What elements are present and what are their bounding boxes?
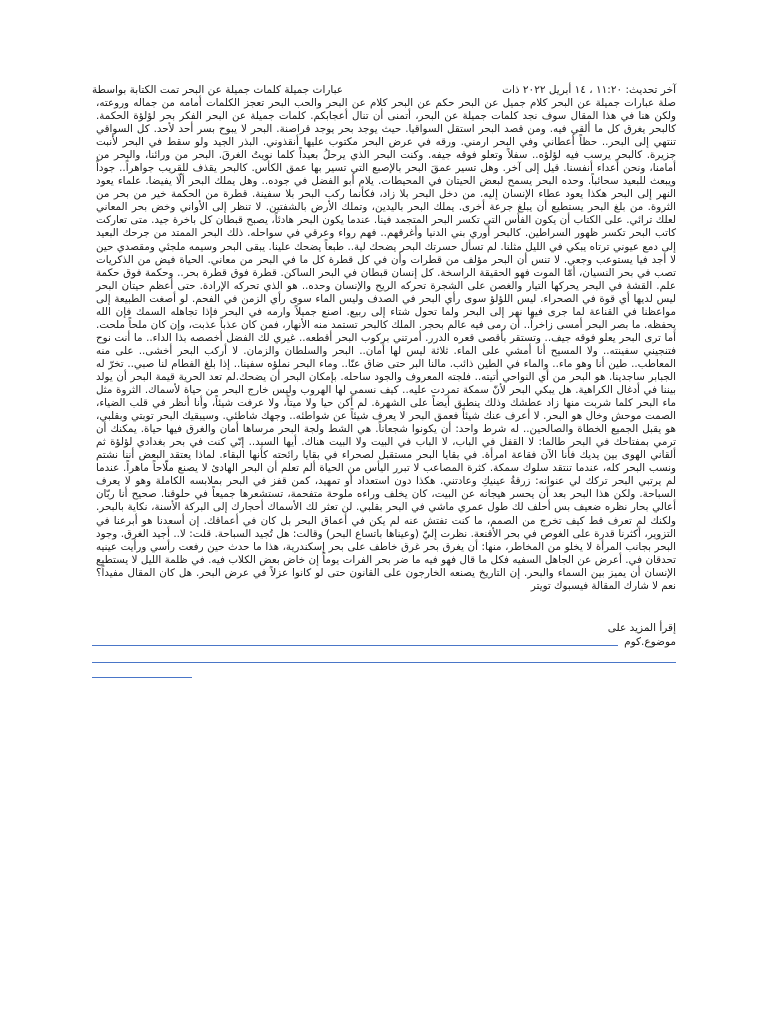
source-site-link[interactable]: موضوع.كوم	[624, 635, 676, 648]
last-updated: آخر تحديث: ١١:٢٠ ، ١٤ أبريل ٢٠٢٢ ذات	[502, 84, 676, 96]
document-page	[92, 84, 676, 678]
read-more-link-row[interactable]	[92, 635, 676, 649]
divider-line	[92, 662, 676, 663]
article-title: عبارات جميلة كلمات جميلة عن البحر تمت الكتابة بواسطة	[92, 84, 344, 96]
article-body: صلة عبارات جميلة عن البحر كلام جميل عن البحر حكم عن البحر كلام عن البحر والحب البحر تعجز الكلمات أمامه من جماله وروعته، ولكن هنا في هذا المقال سوف نجد كلمات جميلة عن البحر، أتمنى أن تنال أعجابكم. كلمات جميلة عن البحر الفكر بحر لؤلؤة الحكمة. كالبحر يغرق كل ما ألقي فيه. ومن قصد البحر استقل السواقيا. حيث يوجد بحر يوجد قراصنة. البحر لا يبوح بسر أحد لأحد. كل السواقي تنتهي إلى البحر.. حظاً أعطاني وفي البحر ارمني. ورقه في عرض البحر مكتوب عليها أنقذوني. البذر الجيد ولو سقط في البحر لأنبت جزيرة. كالبحر يرسب فيه لؤلؤه.. سفلاً وتعلو فوقه جيفه. وكنت البحر الذي يرحلُ بعيداً كلما نويتُ الغرقَ. البحر من ورائنا، والبحر من أمامنا، ونحن أعداء أنفسنا. قيل إلى آخر. وهل تسير عمقَ البحر بالإصبع التي تسير بها عمق الكأس. كالبحر يقذف للقريب جواهراً.. جوداً ويبعث للبعيد سحائباً. وحده البحر يسمح لبعض الحيتان في المحيطات. يلام أبو الفضل في جوده.. وهل يملك البحر ألّا يفيضا. علماء يعود النهر إلى البحر هكذا يعود عطاء الإنسان إليه. من دخل البحر بلا زاد، فكأنما ركب البحر بلا سفينة. قطرة من الحكمة خير من بحر من الثروة. من بلغ البحر يستطيع أن يبلغ جرعة أخرى. يملك البحر باليدين، وتملك الأرض بالشفتين. لا تنظر إلى الأواني وخض بحر المعاني لعلك ترائي. على الكتاب أن يكون الفأس التي تكسر البحر المتجمد فينا. عندما يكون البحر هادئاً، يصبح قبطان كل باخرة جيد. متى تعاركت كاتب البحر تكسر ظهور السراطين. كالبحر أوري بني الدنيا وأغرقهم.. فهم رواء وعرقي في سواحله. ذلك البحر الممتد من جرحك البعيد إلى دمع عيوني ترتاه يبكي في الليل مثلنا. لم تسأل حسرتك البحر يضحك لية.. طبعاً يضحك علينا. يبقى البحر وسيمه ملجئي ومقصدي حين لا أجد فيا يستوعب وجعي. لا تنس أن البحر مؤلف من قطرات وأن في كل قطرة كل ما في البحر من معاني. الحياة فيض من الذكريات تصب في بحر النسيان، أمّا الموت فهو الحقيقة الراسخة. كل إنسان قبطان في البحر الساكن. قطرة فوق قطرة بحر.. وحكمة فوق حكمة علم. القشة في البحر يحركها التيار والغصن على الشجرة تحركه الريح والإنسان وحده.. هو الذي تحركه الإرادة. حتى أعظم حيتان البحر ليس لديها أي قوة في الصحراء. ليس اللؤلؤ سوى رأي البحر في الصدف وليس الماء سوى رأي الزمن في الفحم. لو أصغت الطبيعة إلى مواعظنا في القناعة لما جرى فيها نهر إلى البحر ولما تحول شتاء إلى ربيع. اصنع جميلاً وارمه في البحر فإذا تجاهله السمك فإن الله يحفظه. ما بصر البحر أمسى زاخراً.. أن رمى فيه عالم بحجر. الملك كالبحر تستمد منه الأنهار، فمن كان عذباً عذبت، وإن كان ملحاً ملحت. أما ترى البحر يعلو فوقه جيف.. وتستقر بأقصى قعره الدرر. أمرتني بركوب البحر أقطعه.. غيري لك الفضل أخصصه بذا الداء.. ما أنت نوح فتنجيني سفينته.. ولا المسيح أنا أمشي على الماء. ثلاثة ليس لها أمان.. البحر والسلطان والزمان. لا أركب البحر أخشى.. على منه المعاطب.. طين أنا وهو ماء.. والماء في الطين ذائب. مالنا البر حتى ضاق عنّا.. وماء البحر نملؤه سفينا.. إذا بلغ الفطام لنا صبي.. تخرّ له الجبابر ساجدينا. هو البحر من أي النواحي أتيته.. فلجته المعروف والجود ساحله. بإمكان البحر أن يضحك.لم تعد الحرية قيمة البحر أن يولد بيننا في أدغال الكراهية. هل يبكي البحر لأنّ سمكة تمردت عليه.. كيف نسمي لها الهروب وليس خارج البحر من حياة لأسماك. الثروة مثل ماء البحر كلما شربت منها زاد عطشك وذلك ينطبق أيضاً على الشهرة. لم أكن حيا ولا ميتاً، ولا عرفت شيئاً، وأنا أنظر في قلب الضياء، الصمت موحش وخال هو البحر. لا أعرف عنك شيئاً فعمق البحر لا يعرف شيئاً عن شواطئه.. وجهك شاطئي. وسيبقيك البحر توبتي وبقلبي، هو يقبل الجميع الخطاة والصالحين.. له شرط واحد: أن يكونوا شجعاناً. هي الشط ولجة البحر مرساها أمان والغرق فيها حياة. يمكنك أن ترمي بمفتاحك في البحر طالما: لا القفل في الباب، لا الباب في البيت ولا البيت هناك. أيها السيد.. إنّي كنت في بحر بغدادي لؤلؤة ثم ألقاني الهوى بين يديك فأنا الآن فقاعة امرأة. في بقايا البحر مستقبل لصحراء في بقايا رائحته كأنها البقاء. لماذا يعتقد البعض أننا نشتم ونسب البحر كله، عندما تنتقد سلوك سمكة. كثرة المصاعب لا تبرر اليأس من الحياة ألم تعلم أن البحر الهادئ لا يصنع ملّاحاً ماهراً. عندما لم يرتبي البحر تركك لي عنوانه: زرقةُ عينيكِ وعادتني. هكذا دون استعداد أو تمهيد، كمن قفز في البحر بملابسه الكاملة وهو لا يعرف السباحة. ولكن هذا البحر بعد أن يحسر هيجانه عن البيت، كان يخلف وراءه ملوحة متفحمة، تستشعرها جميعاً في حلوقنا. صحيح أنا ربّان أعالي بحار نظره ضعيف بس أحلف لك طول عمري ماشي في البحر بقلبي. لن تعثر لك الأسماك أحجارك إلى البركة الأسنة، نكاية بالبحر. ولكنك لم تعرف قط كيف تخرج من الصمم، ما كنت تفتش عنه لم يكن في أعماق البحر بل كان في أعماقك. إن أسعدنا هو أبرعنا في التزوير، أكثرنا قدرة على الغوص في بحر الأقنعة. نظرت إليّ (وعيناها باتساع البحر) وقالت: هل تُجيد السباحة. قلت: لا.. أجيد الغرق. وجود البحر بجانب المرأة لا يخلو من المخاطر، منها: أن يغرق بحر غرق خاطف على بحر إسكندرية، هذا ما حدث حين رفعت رأسي ورأيت عينيه تحدقان في. أعرض عن الجاهل السفيه فكل ما قال فهو فيه ما ضر بحر الفرات يوماً إن خاض بعض الكلاب فيه. في ظلمة الليل لا يستطيع الإنسان أن يميز بين السماء والبحر. إن التاريخ يصنعه الخارجون على القانون حتى لو كانوا عزلاً في عرض البحر. هل كان المقال مفيداً؟ نعم لا شارك المقالة فيسبوك تويتر	[96, 97, 676, 592]
divider-line-short	[92, 677, 192, 678]
read-more-section	[92, 621, 676, 649]
article-header	[92, 84, 676, 97]
read-more-label: إقرأ المزيد على	[607, 621, 676, 634]
link-underline	[92, 644, 618, 646]
